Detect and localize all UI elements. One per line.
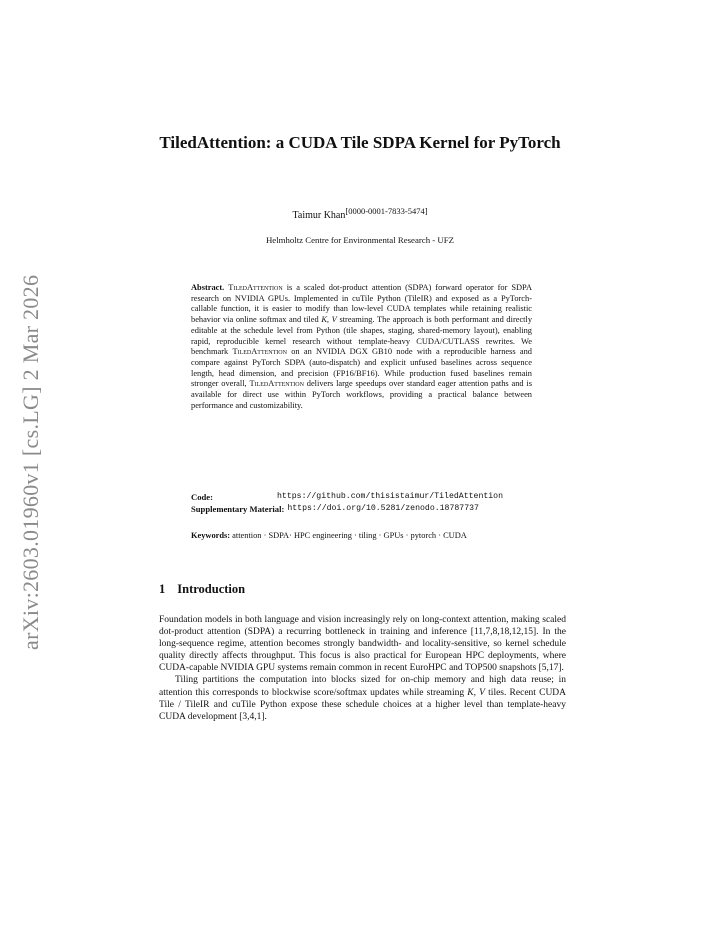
intro-p2-text-b: tiles. Recent CUDA Tile / TileIR and cuTile Python expose these schedule choices at a higher level than template-heavy CUDA development [3,4,1]. xyxy=(159,687,567,722)
code-link-row xyxy=(191,491,551,503)
keywords-text: attention · SDPA· HPC engineering · tiling · GPUs · pytorch · CUDA xyxy=(232,531,467,540)
abstract-system-name: TiledAttention xyxy=(232,347,287,357)
section-title: Introduction xyxy=(177,582,246,596)
section-heading xyxy=(159,582,245,597)
abstract-kv: K, V xyxy=(321,315,337,325)
abstract-text-2: streaming. The approach is both performant and directly editable at the schedule level from Python (tile shapes, staging, shared-memory layout), enabling rapid, reproducible kernel research without template-heavy CUDA/CUTLASS rewrites. We benchmark xyxy=(191,315,533,357)
section-number: 1 xyxy=(159,582,166,596)
abstract-system-name: TiledAttention xyxy=(249,379,304,389)
supplementary-link-row xyxy=(191,503,551,515)
intro-kv: K, V xyxy=(467,687,485,698)
paper-title: TiledAttention: a CUDA Tile SDPA Kernel for PyTorch xyxy=(159,133,561,152)
author-line xyxy=(150,206,570,221)
keywords xyxy=(191,530,532,541)
intro-p2-text-a: Tiling partitions the computation into blocks sized for on-chip memory and high data reuse; in attention this corresponds to blockwise score/softmax updates while streaming xyxy=(159,675,566,698)
abstract-text-4: delivers large speedups over standard eager attention paths and is available for direct use within PyTorch workflows, providing a practical balance between performance and customizability. xyxy=(191,379,533,410)
intro-paragraph-2 xyxy=(159,674,566,722)
abstract xyxy=(191,283,532,411)
affiliation: Helmholtz Centre for Environmental Research - UFZ xyxy=(265,235,455,245)
resource-links xyxy=(191,491,551,515)
keywords-label: Keywords: xyxy=(191,531,231,540)
author-name: Taimur Khan xyxy=(292,210,346,221)
supplementary-label: Supplementary Material: xyxy=(191,504,285,514)
abstract-label: Abstract. xyxy=(191,283,225,292)
abstract-system-name: TiledAttention xyxy=(228,283,283,292)
abstract-text-1: is a scaled dot-product attention (SDPA) forward operator for SDPA research on NVIDIA GPUs. Implemented in cuTile Python (TileIR) and exposed as a PyTorch-callable function, it is easier to modify than low-level CUDA templates while retaining realistic behavior via online softmax and tiled xyxy=(191,283,532,325)
code-label: Code: xyxy=(191,492,213,502)
arxiv-identifier-stamp: arXiv:2603.01960v1 [cs.LG] 2 Mar 2026 xyxy=(18,274,43,650)
author-orcid: [0000-0001-7833-5474] xyxy=(345,206,428,216)
introduction-body xyxy=(159,614,566,723)
intro-paragraph-1: Foundation models in both language and vision increasingly rely on long-context attention, making scaled dot-product attention (SDPA) a recurring bottleneck in training and inference [11,7,8,18,12,15]. In the long-sequence regime, attention becomes strongly bandwidth- and locality-sensitive, so kernel schedule quality directly affects throughput. This focus is also practical for European HPC deployments, where CUDA-capable NVIDIA GPU systems remain common in recent EuroHPC and TOP500 snapshots [5,17]. xyxy=(159,615,566,674)
code-url-link[interactable]: https://github.com/thisistaimur/TiledAttention xyxy=(277,492,504,501)
abstract-text-3: on an NVIDIA DGX GB10 node with a reproducible harness and compare against PyTorch SDPA (auto-dispatch) and explicit unfused baselines across sequence length, head dimension, and precision (FP16/BF16). While production fused baselines remain stronger overall, xyxy=(191,347,532,389)
supplementary-url-link[interactable]: https://doi.org/10.5281/zenodo.18787737 xyxy=(287,504,479,513)
